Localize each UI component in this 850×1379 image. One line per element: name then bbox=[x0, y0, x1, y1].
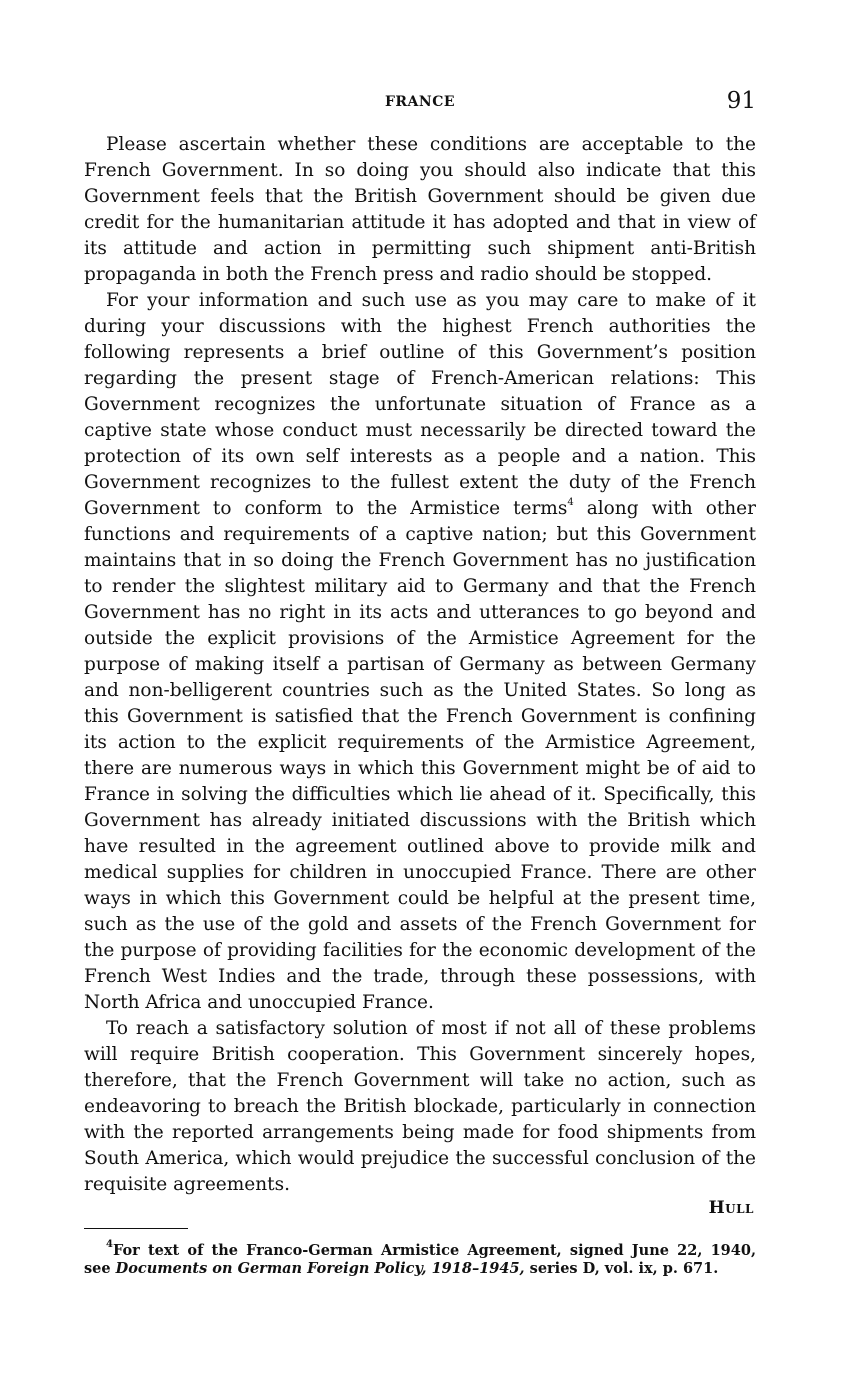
paragraph-2 bbox=[84, 288, 756, 1016]
paragraph-2-text-b: along with other functions and requirements of a captive nation; but this Government maintains that in so doing the French Government has no justification to render the slightest military aid to Germany and that the French Government has no right in its acts and utterances to go beyond and outside the explicit provisions of the Armistice Agreement for the purpose of making itself a partisan of Germany as between Germany and non-belligerent countries such as the United States. So long as this Government is satisfied that the French Government is confining its action to the explicit requirements of the Armistice Agreement, there are numerous ways in which this Government might be of aid to France in solving the difficulties which lie ahead of it. Specifically, this Government has already initiated discussions with the British which have resulted in the agreement outlined above to provide milk and medical supplies for children in unoccupied France. There are other ways in which this Government could be helpful at the present time, such as the use of the gold and assets of the French Government for the purpose of providing facilities for the economic development of the French West Indies and the trade, through these possessions, with North Africa and unoccupied France. bbox=[84, 498, 756, 1013]
running-head: FRANCE bbox=[384, 94, 456, 110]
body-text bbox=[84, 132, 756, 1198]
footnote-title: Documents on German Foreign Policy, 1918–1945, bbox=[115, 1260, 525, 1277]
footnote bbox=[84, 1239, 756, 1278]
footnote-text-a: For text of the Franco-German Armistice Agreement, signed June 22, 1940, see bbox=[84, 1242, 756, 1277]
footnote-marker: 4 bbox=[106, 1239, 113, 1251]
signature: Hull bbox=[708, 1198, 754, 1218]
footnote-divider bbox=[84, 1228, 188, 1229]
paragraph-2-text-a: For your information and such use as you may care to make of it during your discussions with the highest French authorities the following represents a brief outline of this Government’s position regarding the present stage of French-American relations: This Government recognizes the unfortunate situation of France as a captive state whose conduct must necessarily be directed toward the protection of its own self interests as a people and a nation. This Government recognizes to the fullest extent the duty of the French Government to conform to the Armistice terms bbox=[84, 290, 756, 519]
paragraph-3: To reach a satisfactory solution of most if not all of these problems will require British cooperation. This Government sincerely hopes, therefore, that the French Government will take no action, such as endeavoring to breach the British blockade, particularly in connection with the reported arrangements being made for food shipments from South America, which would prejudice the successful conclusion of the requisite agreements. bbox=[84, 1018, 756, 1195]
page-header bbox=[84, 88, 756, 118]
paragraph-1: Please ascertain whether these conditions are acceptable to the French Government. In so doing you should also indicate that this Government feels that the British Government should be given due credit for the humanitarian attitude it has adopted and that in view of its attitude and action in permitting such shipment anti-British propaganda in both the French press and radio should be stopped. bbox=[84, 134, 756, 285]
footnote-text-b: series D, vol. ix, p. 671. bbox=[524, 1260, 719, 1277]
page-number: 91 bbox=[726, 88, 756, 114]
footnote-reference[interactable]: 4 bbox=[567, 496, 574, 508]
